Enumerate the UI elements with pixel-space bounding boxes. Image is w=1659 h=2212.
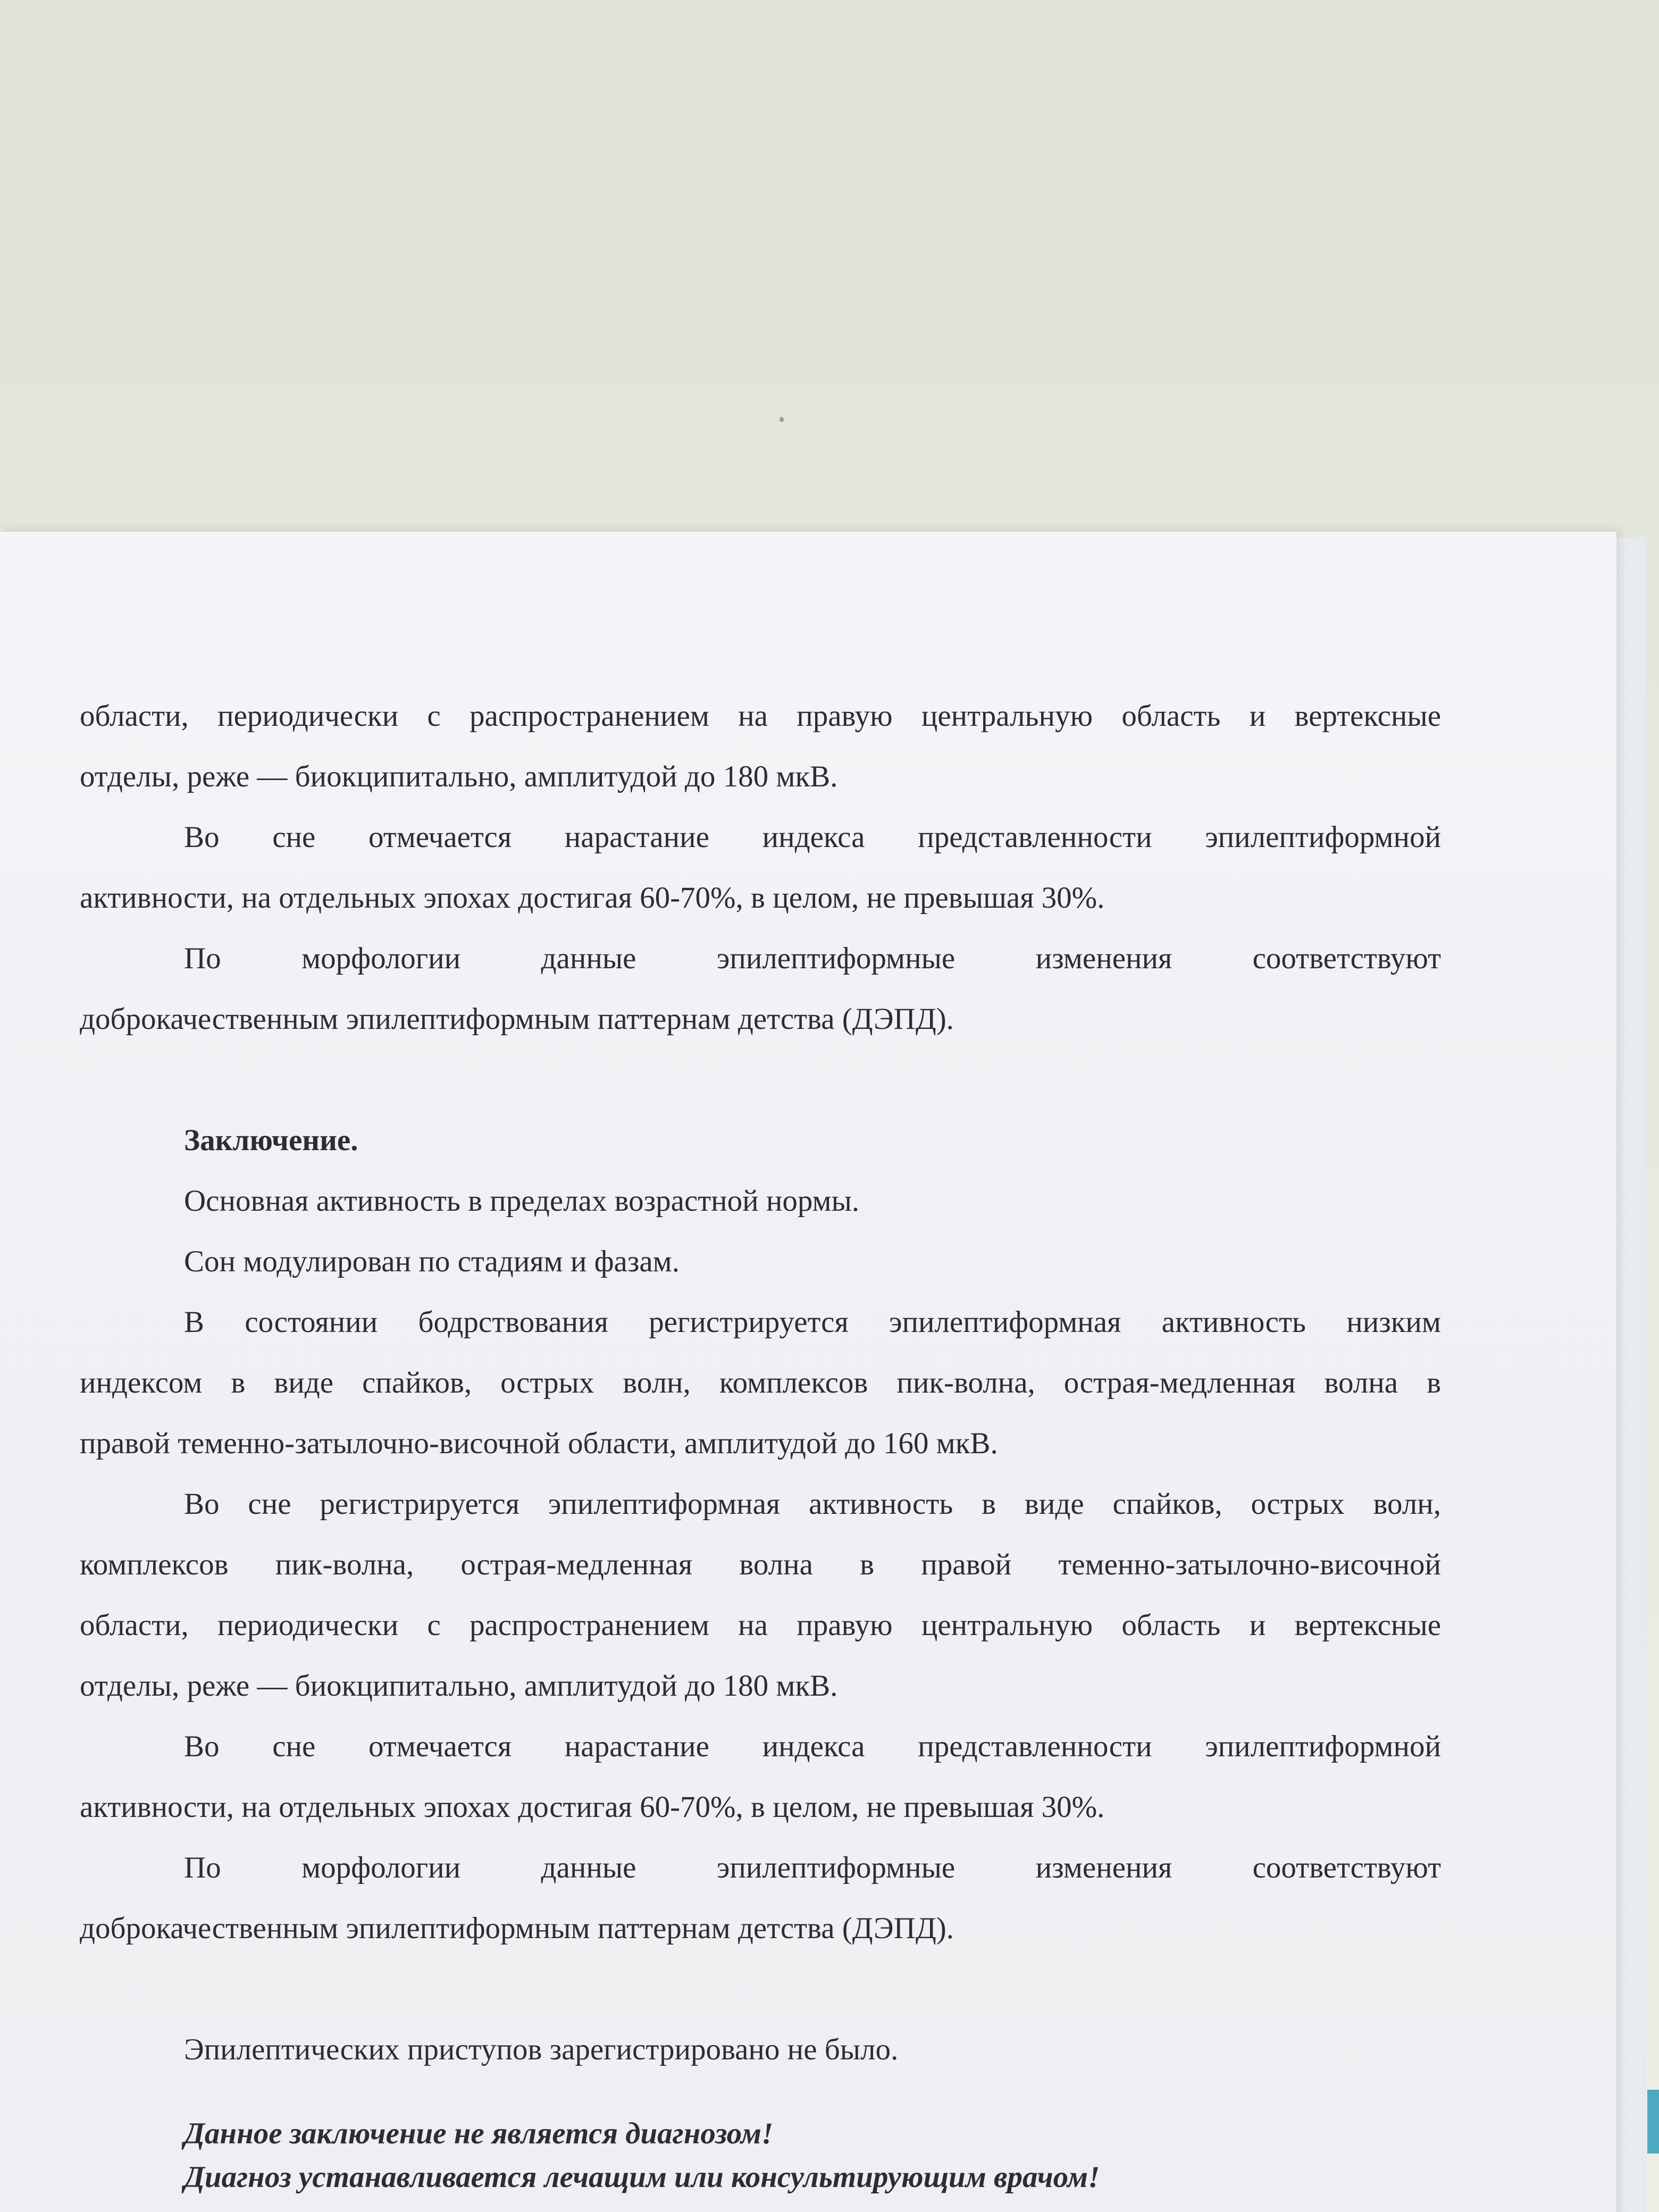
text-line: доброкачественным эпилептиформным паттернам детства (ДЭПД). [80,1912,954,1945]
text-line: Основная активность в пределах возрастной нормы. [184,1184,860,1218]
disclaimer-line: Данное заключение не является диагнозом! [184,2117,774,2150]
text-line: области, периодически с распространением на правую центральную область и вертексные [80,699,1441,733]
text-line: отделы, реже — биокципитально, амплитудой до 180 мкВ. [80,760,838,793]
conclusion-body [80,1171,1441,1959]
text-line: правой теменно-затылочно-височной области, амплитудой до 160 мкВ. [80,1427,998,1460]
text-line: активности, на отдельных эпохах достигая 60-70%, в целом, не превышая 30%. [80,881,1105,915]
top-section [80,686,1441,1050]
text-line: Сон модулирован по стадиям и фазам. [184,1245,680,1278]
conclusion-heading: Заключение. [184,1124,358,1157]
text-line: отделы, реже — биокципитально, амплитудой до 180 мкВ. [80,1669,838,1703]
corner-tab [1647,2090,1659,2154]
disclaimer-line: Диагноз устанавливается лечащим или консультирующим врачом! [184,2160,1100,2194]
text-line: Во сне отмечается нарастание индекса представленности эпилептиформной [184,1730,1441,1763]
text-line: индексом в виде спайков, острых волн, комплексов пик-волна, острая-медленная волна в [80,1366,1441,1400]
text-line: активности, на отдельных эпохах достигая 60-70%, в целом, не превышая 30%. [80,1790,1105,1824]
seizures-statement: Эпилептических приступов зарегистрировано не было. [184,2033,899,2066]
text-line: области, периодически с распространением на правую центральную область и вертексные [80,1608,1441,1642]
text-line: доброкачественным эпилептиформным паттернам детства (ДЭПД). [80,1002,954,1036]
text-line: В состоянии бодрствования регистрируется эпилептиформная активность низким [184,1305,1441,1339]
paragraph-gap [80,1959,1441,2020]
text-line: По морфологии данные эпилептиформные изменения соответствуют [184,1851,1441,1884]
text-line: Во сне отмечается нарастание индекса представленности эпилептиформной [184,820,1441,854]
text-line: По морфологии данные эпилептиформные изменения соответствуют [184,942,1441,975]
text-line: комплексов пик-волна, острая-медленная волна в правой теменно-затылочно-височной [80,1548,1441,1581]
text-line: Во сне регистрируется эпилептиформная активность в виде спайков, острых волн, [184,1487,1441,1521]
desk-speck [780,417,784,422]
document-text [80,686,1441,2199]
paragraph-gap [80,2080,1441,2112]
paragraph-gap [80,1050,1441,1110]
